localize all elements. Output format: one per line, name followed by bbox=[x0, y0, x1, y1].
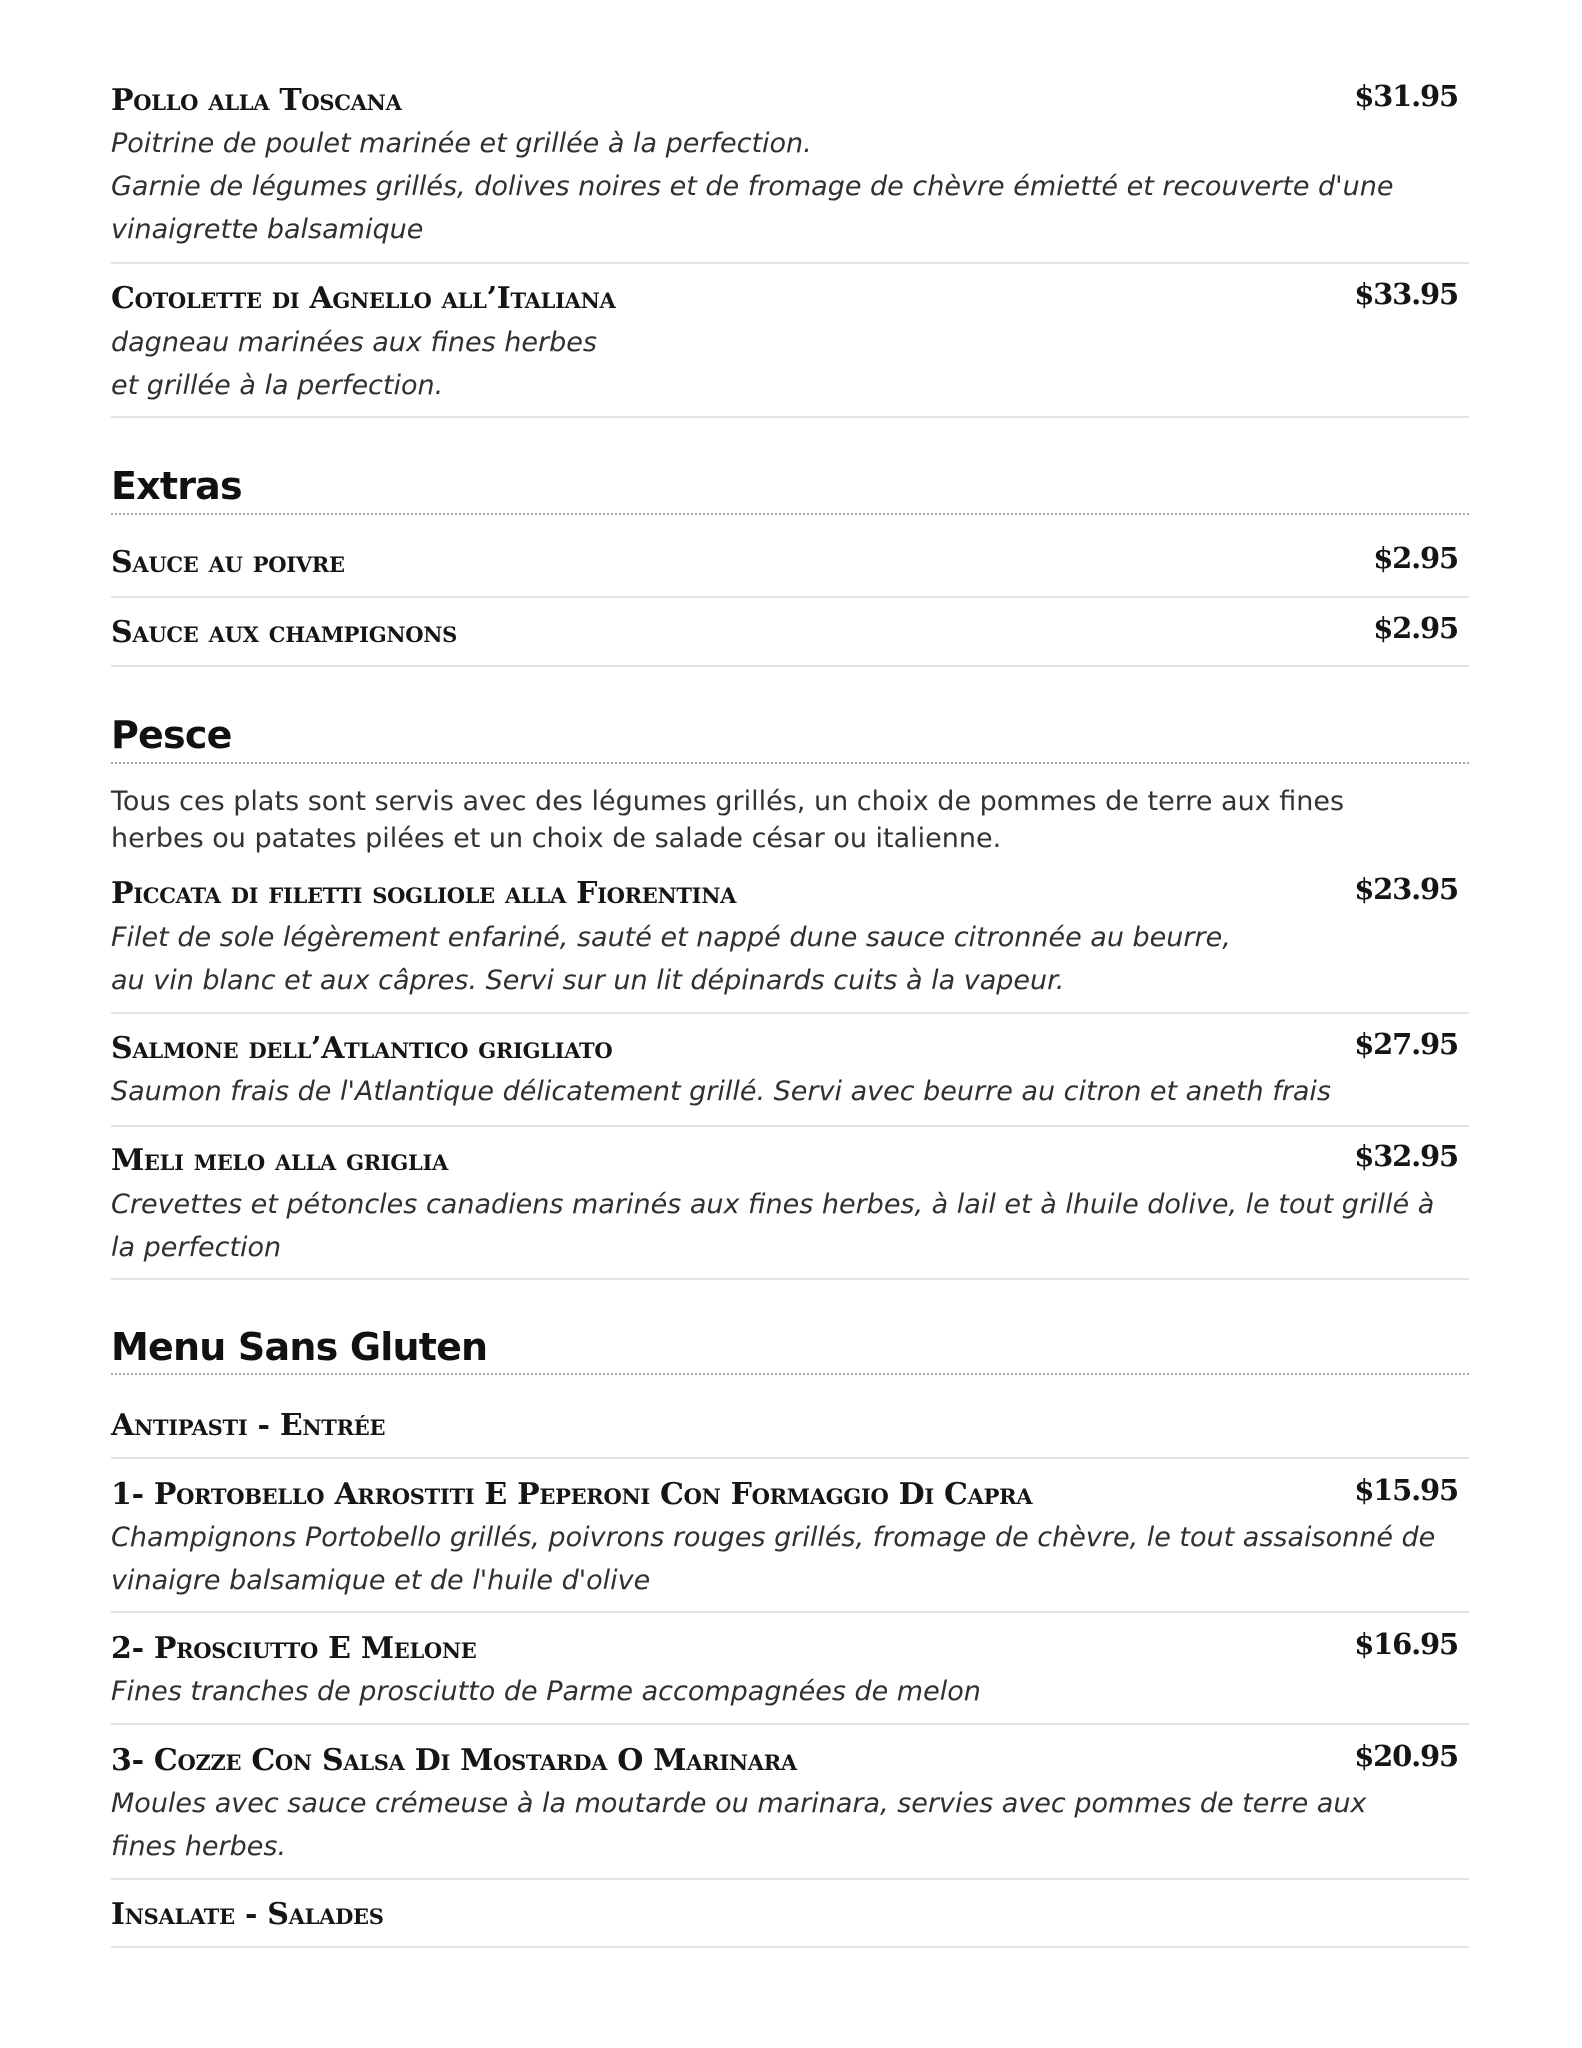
item-price: $2.95 bbox=[1373, 611, 1458, 645]
item-divider bbox=[111, 1125, 1469, 1127]
item-divider bbox=[111, 1012, 1469, 1014]
section-divider bbox=[111, 513, 1469, 515]
section-title: Menu Sans Gluten bbox=[111, 1325, 488, 1369]
item-price: $20.95 bbox=[1354, 1739, 1458, 1773]
item-description: Garnie de légumes grillés, dolives noires et de fromage de chèvre émietté et recouverte d'une bbox=[111, 171, 1394, 202]
subcategory-title: Antipasti - Entrée bbox=[111, 1408, 386, 1443]
item-name: Cotolette di Agnello all’Italiana bbox=[111, 281, 616, 316]
item-price: $33.95 bbox=[1354, 277, 1458, 311]
item-description: Saumon frais de l'Atlantique délicatement grillé. Servi avec beurre au citron et aneth frais bbox=[111, 1076, 1331, 1107]
item-divider bbox=[111, 1457, 1469, 1459]
item-name: Sauce au poivre bbox=[111, 545, 345, 580]
item-divider bbox=[111, 262, 1469, 264]
section-intro: herbes ou patates pilées et un choix de salade césar ou italienne. bbox=[111, 823, 1002, 854]
item-description: Poitrine de poulet marinée et grillée à la perfection. bbox=[111, 128, 812, 159]
item-name: Piccata di filetti sogliole alla Fiorentina bbox=[111, 876, 737, 911]
item-price: $27.95 bbox=[1354, 1027, 1458, 1061]
item-price: $15.95 bbox=[1354, 1473, 1458, 1507]
item-divider bbox=[111, 1611, 1469, 1613]
item-description: Filet de sole légèrement enfariné, sauté et nappé dune sauce citronnée au beurre, bbox=[111, 922, 1231, 953]
item-description: et grillée à la perfection. bbox=[111, 370, 444, 401]
item-price: $32.95 bbox=[1354, 1139, 1458, 1173]
item-price: $31.95 bbox=[1354, 79, 1458, 113]
item-price: $16.95 bbox=[1354, 1627, 1458, 1661]
section-intro: Tous ces plats sont servis avec des légumes grillés, un choix de pommes de terre aux fines bbox=[111, 786, 1345, 817]
item-description: fines herbes. bbox=[111, 1831, 287, 1862]
item-description: vinaigre balsamique et de l'huile d'olive bbox=[111, 1565, 651, 1596]
item-name: 2- Prosciutto E Melone bbox=[111, 1631, 477, 1666]
item-description: la perfection bbox=[111, 1232, 282, 1263]
item-price: $2.95 bbox=[1373, 541, 1458, 575]
item-name: Meli melo alla griglia bbox=[111, 1143, 448, 1178]
section-divider bbox=[111, 762, 1469, 764]
item-description: Crevettes et pétoncles canadiens marinés aux fines herbes, à lail et à lhuile dolive, le tout grillé à bbox=[111, 1189, 1435, 1220]
item-description: Moules avec sauce crémeuse à la moutarde ou marinara, servies avec pommes de terre aux bbox=[111, 1788, 1367, 1819]
item-description: Champignons Portobello grillés, poivrons rouges grillés, fromage de chèvre, le tout assaisonné de bbox=[111, 1522, 1436, 1553]
item-description: Fines tranches de prosciutto de Parme accompagnées de melon bbox=[111, 1676, 981, 1707]
item-name: 1- Portobello Arrostiti E Peperoni Con Formaggio Di Capra bbox=[111, 1477, 1033, 1512]
item-name: Salmone dell’Atlantico grigliato bbox=[111, 1031, 613, 1066]
item-description: au vin blanc et aux câpres. Servi sur un lit dépinards cuits à la vapeur. bbox=[111, 965, 1065, 996]
item-divider bbox=[111, 1946, 1469, 1948]
subcategory-title: Insalate - Salades bbox=[111, 1897, 384, 1932]
item-divider bbox=[111, 596, 1469, 598]
item-divider bbox=[111, 665, 1469, 667]
item-name: Pollo alla Toscana bbox=[111, 83, 402, 118]
item-description: vinaigrette balsamique bbox=[111, 214, 424, 245]
item-description: dagneau marinées aux fines herbes bbox=[111, 327, 597, 358]
item-name: Sauce aux champignons bbox=[111, 615, 457, 650]
section-title: Extras bbox=[111, 464, 242, 508]
item-divider bbox=[111, 1278, 1469, 1280]
item-divider bbox=[111, 416, 1469, 418]
item-name: 3- Cozze Con Salsa Di Mostarda O Marinara bbox=[111, 1743, 797, 1778]
item-divider bbox=[111, 1723, 1469, 1725]
item-price: $23.95 bbox=[1354, 872, 1458, 906]
section-title: Pesce bbox=[111, 713, 232, 757]
item-divider bbox=[111, 1878, 1469, 1880]
section-divider bbox=[111, 1373, 1469, 1375]
